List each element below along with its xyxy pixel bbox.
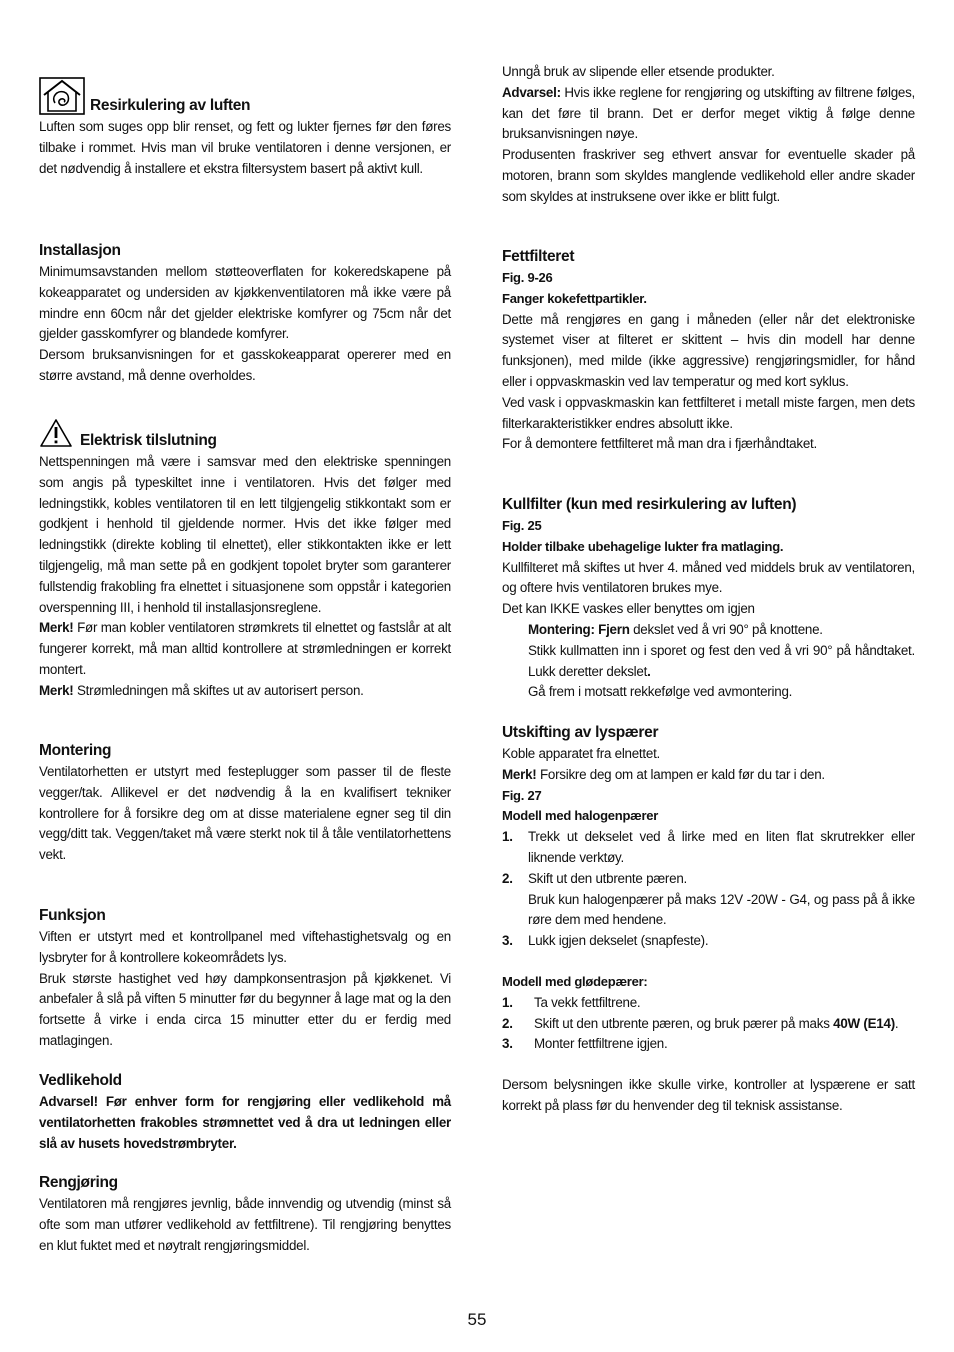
section-rengjoring [39,1172,451,1256]
paragraph: Luften som suges opp blir renset, og fett og lukter fjernes før den føres tilbake i rommet. Hvis man vil bruke ventilatoren i denne versjonen, er det nødvendig å installere et ekstra filtersystem basert på aktivt kull. [39,119,451,176]
note-text: Forsikre deg om at lampen er kald før du tar i den. [536,766,825,782]
list-text: Lukk igjen dekselet (snapfeste). [528,933,709,949]
paragraph: Koble apparatet fra elnettet. [502,746,661,761]
paragraph: Unngå bruk av slipende eller etsende produkter. [502,64,775,79]
section-title: Funksjon [39,907,106,924]
figure-reference: Fig. 27 [502,787,542,803]
paragraph [502,83,915,145]
paragraph: Bruk største hastighet ved høy dampkonsentrasjon på kjøkkenet. Vi anbefaler å slå på viften 5 minutter før du begynner å lage mat og la den fortsette å virke i enda circa 15 minutter etter du er ferdig med matlagingen. [39,970,451,1048]
paragraph-text: Stikk kullmatten inn i sporet og fest den ved å vri 90° på håndtaket. Lukk deretter dekslet [528,642,915,679]
paragraph: Det kan IKKE vaskes eller benyttes om igjen [502,601,755,617]
section-title: Installasjon [39,242,121,259]
section-kullfilter [502,494,915,703]
figure-reference: Fig. 9-26 [502,270,553,285]
paragraph: Minimumsavstanden mellom støtteoverflaten for kokeredskapene på kokeapparatet og undersiden av kjøkkenventilatoren må ikke være på mindre enn 60cm når det gjelder elektriske komfyrer og 75cm når det gjelder gasskomfyrer og blandede komfyrer. [39,264,451,342]
section-elektrisk [39,430,451,702]
mounting-text: dekslet ved å vri 90° på knottene. [629,621,823,637]
paragraph: Nettspenningen må være i samsvar med den elektriske spenningen som angis på typeskiltet inne i ventilatoren. Hvis det følger med ledningstikk, kobles ventilatoren til en lett tilgjengelig stikkontakt som er godkjent i henhold til gjeldende normer. Hvis det ikke følger med ledningstikk (direkte kobling til elnettet), eller stikkontakten ikke er lett tilgjengelig, må man sette på en godkjent topolet bryter som garanterer fullstendig frakobling fra elnettet i situasjonene som oppstår i kategorien overspenning III, i henhold til installasjonsreglene. [39,454,451,615]
list-text: Monter fettfiltrene igjen. [534,1036,668,1052]
figure-reference: Fig. 25 [502,518,542,533]
note-label: Merk! [39,682,74,698]
section-title: Fettfilteret [502,248,575,265]
list-text-part: Skift ut den utbrente pæren, og bruk pærer på maks [534,1015,834,1031]
section-lyspaerer [502,722,915,1117]
paragraph [39,681,451,702]
section-title: Kullfilter (kun med resirkulering av luften) [502,496,797,513]
period: . [894,1015,899,1031]
paragraph [502,765,915,786]
page-number: 55 [467,1310,487,1329]
section-installasjon [39,240,451,387]
list-text: Ta vekk fettfiltrene. [534,994,641,1010]
paragraph: Ventilatoren må rengjøres jevnlig, både innvendig og utvendig (minst så ofte som man utfører vedlikehold av fettfiltrene). Til rengjøring benyttes en klut fuktet med et nøytralt rengjøringsmiddel. [39,1196,451,1253]
note-text: Før man kobler ventilatoren strømkrets til elnettet og fastslår at alt fungerer korrekt, må man alltid kontrollere at strømledningen er korrekt montert. [39,620,451,677]
list-text: Bruk kun halogenpærer på maks 12V -20W - G4, og pass på å ikke røre dem med hendene. [528,891,915,928]
list-number [502,890,528,932]
list-number: 1. [502,829,513,845]
paragraph [39,618,451,680]
subtitle: Modell med halogenpærer [502,808,659,824]
section-funksjon [39,905,451,1052]
list-number: 1. [502,994,513,1010]
paragraph: Kullfilteret må skiftes ut hver 4. måned ved middels bruk av ventilatoren, og oftere hvis ventilatoren brukes mye. [502,559,915,596]
section-title: Utskifting av lyspærer [502,724,659,741]
list-text [534,1014,915,1035]
paragraph [502,641,915,683]
section-title: Vedlikehold [39,1072,122,1089]
paragraph: Produsenten fraskriver seg ethvert ansvar for eventuelle skader på motoren, brann som skyldes manglende vedlikehold eller andre skader som skyldes at instruksene over ikke er blitt fulgt. [502,147,915,204]
list-item [502,931,915,952]
section-intro [502,62,915,208]
subtitle: Holder tilbake ubehagelige lukter fra matlaging. [502,538,784,554]
list-text: Trekk ut dekselet ved å lirke med en liten flat skrutrekker eller liknende verktøy. [528,829,915,865]
warning-paragraph: Advarsel! Før enhver form for rengjøring eller vedlikehold må ventilatorhetten frakobles strømnettet ved å dra ut ledningen eller slå av husets hovedstrømbryter. [39,1094,451,1151]
list-number: 3. [502,1036,513,1052]
mounting-label: Montering: Fjern [528,621,630,637]
paragraph: Dersom belysningen ikke skulle virke, kontroller at lyspærene er satt korrekt på plass før du henvender deg til teknisk assistanse. [502,1077,915,1113]
note-text: Strømledningen må skiftes ut av autorisert person. [73,682,364,698]
paragraph: Dette må rengjøres en gang i måneden (eller når det elektroniske systemet viser at filteret er skittent – hvis din modell har denne funksjonen), med milde (ikke aggressive) rengjøringsmidler, for hånd eller i oppvaskmaskin ved lav temperatur og med kort syklus. [502,311,915,389]
section-vedlikehold [39,1070,451,1154]
paragraph: For å demontere fettfilteret må man dra i fjærhåndtaket. [502,436,817,452]
note-label: Merk! [502,766,537,782]
section-montering [39,740,451,866]
list-number: 2. [502,1015,513,1031]
list-item [502,869,915,890]
section-title: Elektrisk tilslutning [80,432,217,449]
list-number: 2. [502,870,513,886]
section-title: Rengjøring [39,1174,118,1191]
paragraph: Ved vask i oppvaskmaskin kan fettfilteret i metall miste fargen, men dets filterkarakteristikker endres absolutt ikke. [502,394,915,431]
list-number: 3. [502,933,513,949]
list-item [502,827,915,869]
paragraph: Ventilatorhetten er utstyrt med festeplugger som passer til de fleste vegger/tak. Allikevel er det nødvendig å la en kvalifisert tekniker kontrollere for å forsikre deg om at disse materialene egner seg til din vegg/ditt tak. Veggen/taket må være sterkt nok til å tåle ventilatorhettens vekt. [39,764,451,863]
subtitle: Modell med glødepærer: [502,973,648,989]
list-item [502,993,915,1014]
section-resirkulering [39,95,451,179]
socket-type: (E14) [863,1015,895,1031]
list-item [502,890,915,932]
note-label: Merk! [39,620,74,636]
warning-text: Hvis ikke reglene for rengjøring og utskifting av filtrene følges, kan det føre til brann. Det er derfor meget viktig å følge denne bruksanvisningen nøye. [502,84,915,142]
paragraph [502,620,915,641]
paragraph: Viften er utstyrt med et kontrollpanel med viftehastighetsvalg og en lysbryter for å kontrollere kokeområdets lys. [39,929,451,965]
paragraph: Dersom bruksanvisningen for et gasskokeapparat opererer med en større avstand, må denne overholdes. [39,347,451,383]
subtitle: Fanger kokefettpartikler. [502,290,647,306]
wattage: 40W [833,1015,860,1031]
section-title: Montering [39,742,112,759]
period: . [647,663,651,679]
section-title: Resirkulering av luften [90,97,251,114]
list-item [502,1034,915,1055]
list-item [502,1014,915,1035]
warning-label: Advarsel: [502,84,561,100]
section-fettfilteret [502,246,915,455]
paragraph: Gå frem i motsatt rekkefølge ved avmontering. [528,684,793,700]
list-text: Skift ut den utbrente pæren. [528,870,687,886]
